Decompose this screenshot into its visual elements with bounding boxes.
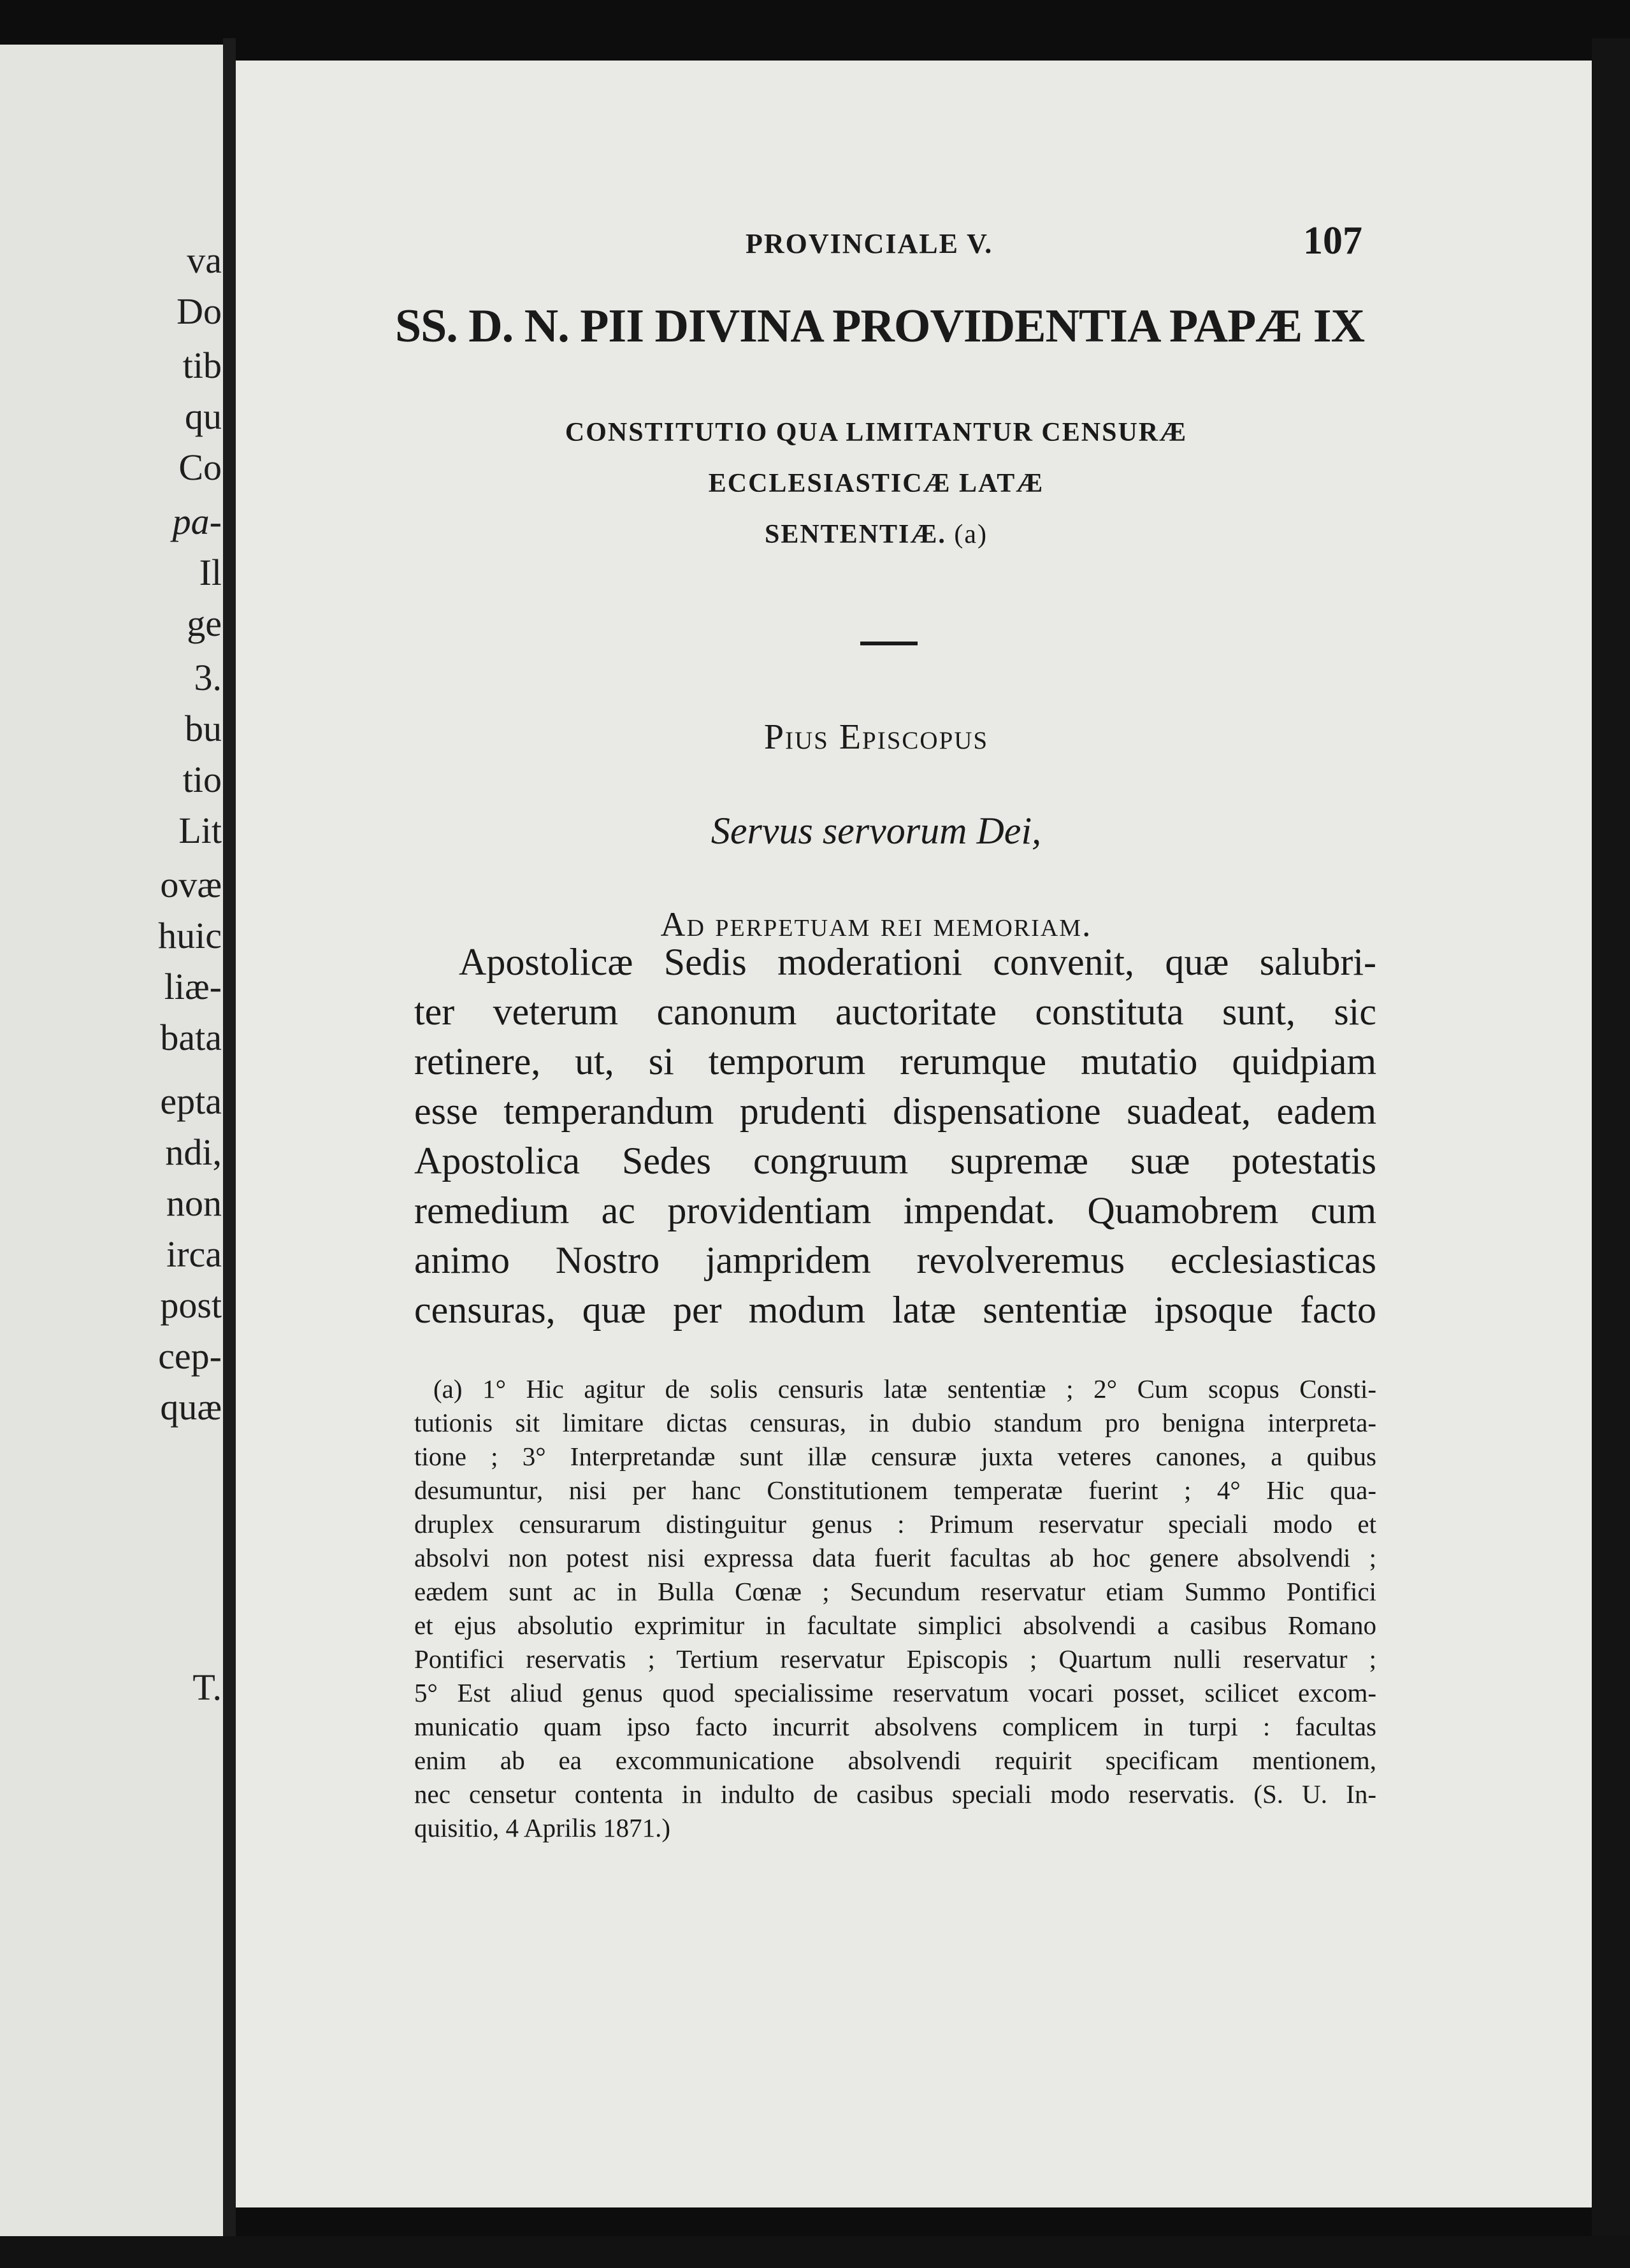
subtitle-line: CONSTITUTIO QUA LIMITANTUR CENSURÆ [565, 418, 1188, 447]
footnote-line: absolvi non potest nisi expressa data fuerit facultas ab hoc genere absolvendi ; [414, 1543, 1376, 1572]
body-line: Apostolicæ Sedis moderationi convenit, quæ salubri- [459, 941, 1376, 983]
page-edge-shadow [1592, 38, 1630, 2268]
left-page-fragment: tio [182, 759, 222, 800]
perpetuity-line: Ad perpetuam rei memoriam. [660, 905, 1092, 944]
page-gutter [223, 38, 236, 2243]
subtitle-line: ECCLESIASTICÆ LATÆ [708, 469, 1044, 498]
footnote-line: enim ab ea excommunicatione absolvendi requirit specificam mentionem, [414, 1746, 1376, 1775]
left-page-fragment: non [166, 1182, 222, 1224]
left-page-fragment: Lit [178, 810, 222, 851]
footnote-line: (a) 1° Hic agitur de solis censuris latæ sententiæ ; 2° Cum scopus Consti- [433, 1374, 1376, 1403]
footnote-line: tione ; 3° Interpretandæ sunt illæ censuræ juxta veteres canones, a quibus [414, 1442, 1376, 1471]
footnote-line: desumuntur, nisi per hanc Constitutionem temperatæ fuerint ; 4° Hic qua- [414, 1475, 1376, 1505]
footnote-line: et ejus absolutio exprimitur in facultate simplici absolvendi a casibus Romano [414, 1611, 1376, 1640]
body-line: censuras, quæ per modum latæ sententiæ ipsoque facto [414, 1289, 1376, 1331]
footnote-line: nec censetur contenta in indulto de casibus speciali modo reservatis. (S. U. In- [414, 1779, 1376, 1809]
footnote-line: eædem sunt ac in Bulla Cœnæ ; Secundum reservatur etiam Summo Pontifici [414, 1577, 1376, 1606]
footnote-line: Pontifici reservatis ; Tertium reservatur Episcopis ; Quartum nulli reservatur ; [414, 1644, 1376, 1674]
body-line: esse temperandum prudenti dispensatione suadeat, eadem [414, 1090, 1376, 1132]
main-title: SS. D. N. PII DIVINA PROVIDENTIA PAPÆ IX [395, 300, 1365, 352]
body-line: retinere, ut, si temporum rerumque mutatio quidpiam [414, 1040, 1376, 1082]
left-page-fragment: epta [160, 1080, 222, 1122]
body-line: ter veterum canonum auctoritate constituta sunt, sic [414, 991, 1376, 1033]
previous-page-margin [0, 45, 223, 2236]
footnote-line: 5° Est aliud genus quod specialissime reservatum vocari posset, scilicet excom- [414, 1678, 1376, 1707]
left-page-fragment: bata [160, 1017, 222, 1058]
left-page-fragment: va [187, 240, 222, 281]
servant-line: Servus servorum Dei, [710, 810, 1042, 852]
left-page-fragment: pa- [172, 501, 222, 542]
book-page [236, 61, 1592, 2207]
left-page-fragment: Co [178, 447, 222, 488]
left-page-fragment: bu [185, 708, 222, 749]
left-page-fragment: T. [192, 1667, 222, 1708]
left-page-fragment: 3. [194, 657, 222, 698]
page-number: 107 [1303, 219, 1362, 262]
left-page-fragment: irca [166, 1233, 222, 1275]
left-page-fragment: Do [177, 291, 222, 332]
body-line: animo Nostro jampridem revolveremus ecclesiasticas [414, 1239, 1376, 1281]
page-edge-shadow [0, 2236, 1630, 2268]
left-page-fragment: quæ [160, 1386, 222, 1428]
body-line: Apostolica Sedes congruum supremæ suæ potestatis [414, 1140, 1376, 1182]
left-page-fragment: tib [182, 345, 222, 386]
subtitle-line [395, 519, 1357, 550]
body-line: remedium ac providentiam impendat. Quamobrem cum [414, 1189, 1376, 1231]
left-page-fragment: ndi, [165, 1131, 222, 1173]
left-page-fragment: qu [185, 396, 222, 437]
left-page-fragment: cep- [158, 1335, 222, 1377]
subtitle-text: SENTENTIÆ. [764, 520, 946, 549]
footnote-line: municatio quam ipso facto incurrit absolvens complicem in turpi : facultas [414, 1712, 1376, 1741]
footnote-line: tutionis sit limitare dictas censuras, in dubio standum pro benigna interpreta- [414, 1408, 1376, 1437]
left-page-fragment: Il [199, 552, 222, 593]
left-page-fragment: huic [158, 915, 222, 956]
running-head: PROVINCIALE V. [746, 228, 993, 259]
left-page-fragment: liæ- [164, 966, 222, 1007]
footnote-line: quisitio, 4 Aprilis 1871.) [414, 1813, 671, 1842]
left-page-fragment: ovæ [160, 864, 222, 905]
footnote-reference: (a) [954, 520, 988, 549]
left-page-fragment: post [160, 1284, 222, 1326]
left-page-fragment: ge [187, 603, 222, 644]
divider-rule [860, 642, 918, 645]
author-line: Pius Episcopus [763, 717, 989, 757]
footnote-line: druplex censurarum distinguitur genus : Primum reservatur speciali modo et [414, 1509, 1376, 1539]
